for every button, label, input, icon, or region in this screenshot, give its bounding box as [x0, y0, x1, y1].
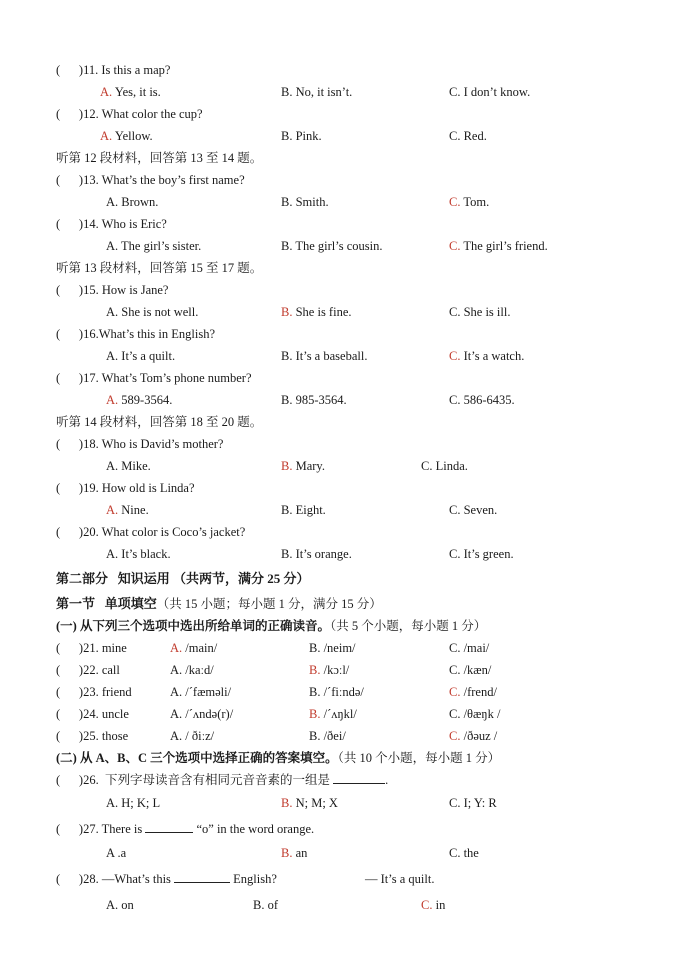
- q13-option-a[interactable]: A. Brown.: [106, 195, 159, 209]
- question-27: ( )27. There is “o” in the word orange.: [56, 822, 315, 836]
- q27-option-c[interactable]: C. the: [449, 846, 479, 860]
- section-13-heading: 听第 13 段材料，回答第 15 至 17 题。: [56, 261, 263, 275]
- q11-option-c[interactable]: C. I don’t know.: [449, 85, 531, 99]
- q22-option-c[interactable]: C. /kæn/: [449, 663, 492, 677]
- q16-option-c[interactable]: C. It’s a watch.: [449, 349, 525, 363]
- q11-option-a[interactable]: A. Yes, it is.: [100, 85, 161, 99]
- q28-option-b[interactable]: B. of: [253, 898, 278, 912]
- q18-option-b[interactable]: B. Mary.: [281, 459, 325, 473]
- answer-blank[interactable]: [174, 871, 230, 883]
- question-15: ( )15. How is Jane?: [56, 283, 169, 297]
- section-1-heading: 第一节 单项填空（共 15 小题；每小题 1 分，满分 15 分）: [56, 596, 382, 611]
- q28-option-c[interactable]: C. in: [421, 898, 446, 912]
- q15-option-c[interactable]: C. She is ill.: [449, 305, 511, 319]
- question-20: ( )20. What color is Coco’s jacket?: [56, 525, 246, 539]
- answer-blank[interactable]: [333, 772, 385, 784]
- question-11: ( )11. Is this a map?: [56, 63, 171, 77]
- question-23: ( )23. friend: [56, 685, 132, 699]
- q22-option-b[interactable]: B. /kɔːl/: [309, 663, 350, 677]
- q16-option-b[interactable]: B. It’s a baseball.: [281, 349, 368, 363]
- q23-option-a[interactable]: A. /ˊfæməli/: [170, 685, 232, 699]
- question-21: ( )21. mine: [56, 641, 127, 655]
- q28-option-a[interactable]: A. on: [106, 898, 134, 912]
- q18-option-c[interactable]: C. Linda.: [421, 459, 468, 473]
- question-14: ( )14. Who is Eric?: [56, 217, 167, 231]
- q23-option-b[interactable]: B. /ˊfiːndə/: [309, 685, 364, 699]
- q27-option-b[interactable]: B. an: [281, 846, 308, 860]
- question-19: ( )19. How old is Linda?: [56, 481, 195, 495]
- q25-option-b[interactable]: B. /ðei/: [309, 729, 346, 743]
- q11-option-b[interactable]: B. No, it isn’t.: [281, 85, 353, 99]
- question-24: ( )24. uncle: [56, 707, 129, 721]
- q19-option-c[interactable]: C. Seven.: [449, 503, 498, 517]
- question-26: ( )26. 下列字母读音含有相同元音音素的一组是 .: [56, 773, 389, 787]
- q22-option-a[interactable]: A. /kaːd/: [170, 663, 214, 677]
- q15-option-b[interactable]: B. She is fine.: [281, 305, 352, 319]
- subsection-1-heading: (一) 从下列三个选项中选出所给单词的正确读音。（共 5 个小题，每小题 1 分）: [56, 619, 487, 633]
- q17-option-a[interactable]: A. 589-3564.: [106, 393, 173, 407]
- section-14-heading: 听第 14 段材料，回答第 18 至 20 题。: [56, 415, 263, 429]
- section-12-heading: 听第 12 段材料，回答第 13 至 14 题。: [56, 151, 263, 165]
- q15-option-a[interactable]: A. She is not well.: [106, 305, 199, 319]
- q13-option-b[interactable]: B. Smith.: [281, 195, 329, 209]
- q19-option-a[interactable]: A. Nine.: [106, 503, 149, 517]
- q24-option-a[interactable]: A. /ˊʌndə(r)/: [170, 707, 234, 721]
- q13-option-c[interactable]: C. Tom.: [449, 195, 490, 209]
- q21-option-a[interactable]: A. /main/: [170, 641, 218, 655]
- q12-option-c[interactable]: C. Red.: [449, 129, 487, 143]
- part-2-heading: 第二部分 知识运用 （共两节，满分 25 分）: [56, 571, 310, 586]
- q20-option-a[interactable]: A. It’s black.: [106, 547, 171, 561]
- subsection-2-heading: (二) 从 A、B、C 三个选项中选择正确的答案填空。（共 10 个小题，每小题 1 分）: [56, 751, 501, 765]
- q16-option-a[interactable]: A. It’s a quilt.: [106, 349, 176, 363]
- q27-option-a[interactable]: A .a: [106, 846, 127, 860]
- q17-option-b[interactable]: B. 985-3564.: [281, 393, 347, 407]
- q26-option-a[interactable]: A. H; K; L: [106, 796, 161, 810]
- question-13: ( )13. What’s the boy’s first name?: [56, 173, 245, 187]
- question-25: ( )25. those: [56, 729, 129, 743]
- question-22: ( )22. call: [56, 663, 120, 677]
- q25-option-a[interactable]: A. / ðiːz/: [170, 729, 215, 743]
- q21-option-b[interactable]: B. /neim/: [309, 641, 356, 655]
- q21-option-c[interactable]: C. /mai/: [449, 641, 490, 655]
- q18-option-a[interactable]: A. Mike.: [106, 459, 151, 473]
- q12-option-a[interactable]: A. Yellow.: [100, 129, 153, 143]
- answer-blank[interactable]: [145, 821, 193, 833]
- question-18: ( )18. Who is David’s mother?: [56, 437, 224, 451]
- q24-option-c[interactable]: C. /θæŋk /: [449, 707, 501, 721]
- q20-option-c[interactable]: C. It’s green.: [449, 547, 514, 561]
- q12-option-b[interactable]: B. Pink.: [281, 129, 322, 143]
- question-17: ( )17. What’s Tom’s phone number?: [56, 371, 252, 385]
- q14-option-a[interactable]: A. The girl’s sister.: [106, 239, 202, 253]
- q19-option-b[interactable]: B. Eight.: [281, 503, 326, 517]
- q24-option-b[interactable]: B. /ˊʌŋkl/: [309, 707, 357, 721]
- q20-option-b[interactable]: B. It’s orange.: [281, 547, 352, 561]
- q26-option-c[interactable]: C. I; Y: R: [449, 796, 497, 810]
- q14-option-b[interactable]: B. The girl’s cousin.: [281, 239, 383, 253]
- q17-option-c[interactable]: C. 586-6435.: [449, 393, 515, 407]
- q14-option-c[interactable]: C. The girl’s friend.: [449, 239, 548, 253]
- q28-reply: — It’s a quilt.: [365, 872, 435, 886]
- q25-option-c[interactable]: C. /ðəuz /: [449, 729, 498, 743]
- question-16: ( )16.What’s this in English?: [56, 327, 216, 341]
- question-12: ( )12. What color the cup?: [56, 107, 203, 121]
- q26-option-b[interactable]: B. N; M; X: [281, 796, 338, 810]
- q23-option-c[interactable]: C. /frend/: [449, 685, 497, 699]
- question-28: ( )28. —What’s this English?: [56, 872, 277, 886]
